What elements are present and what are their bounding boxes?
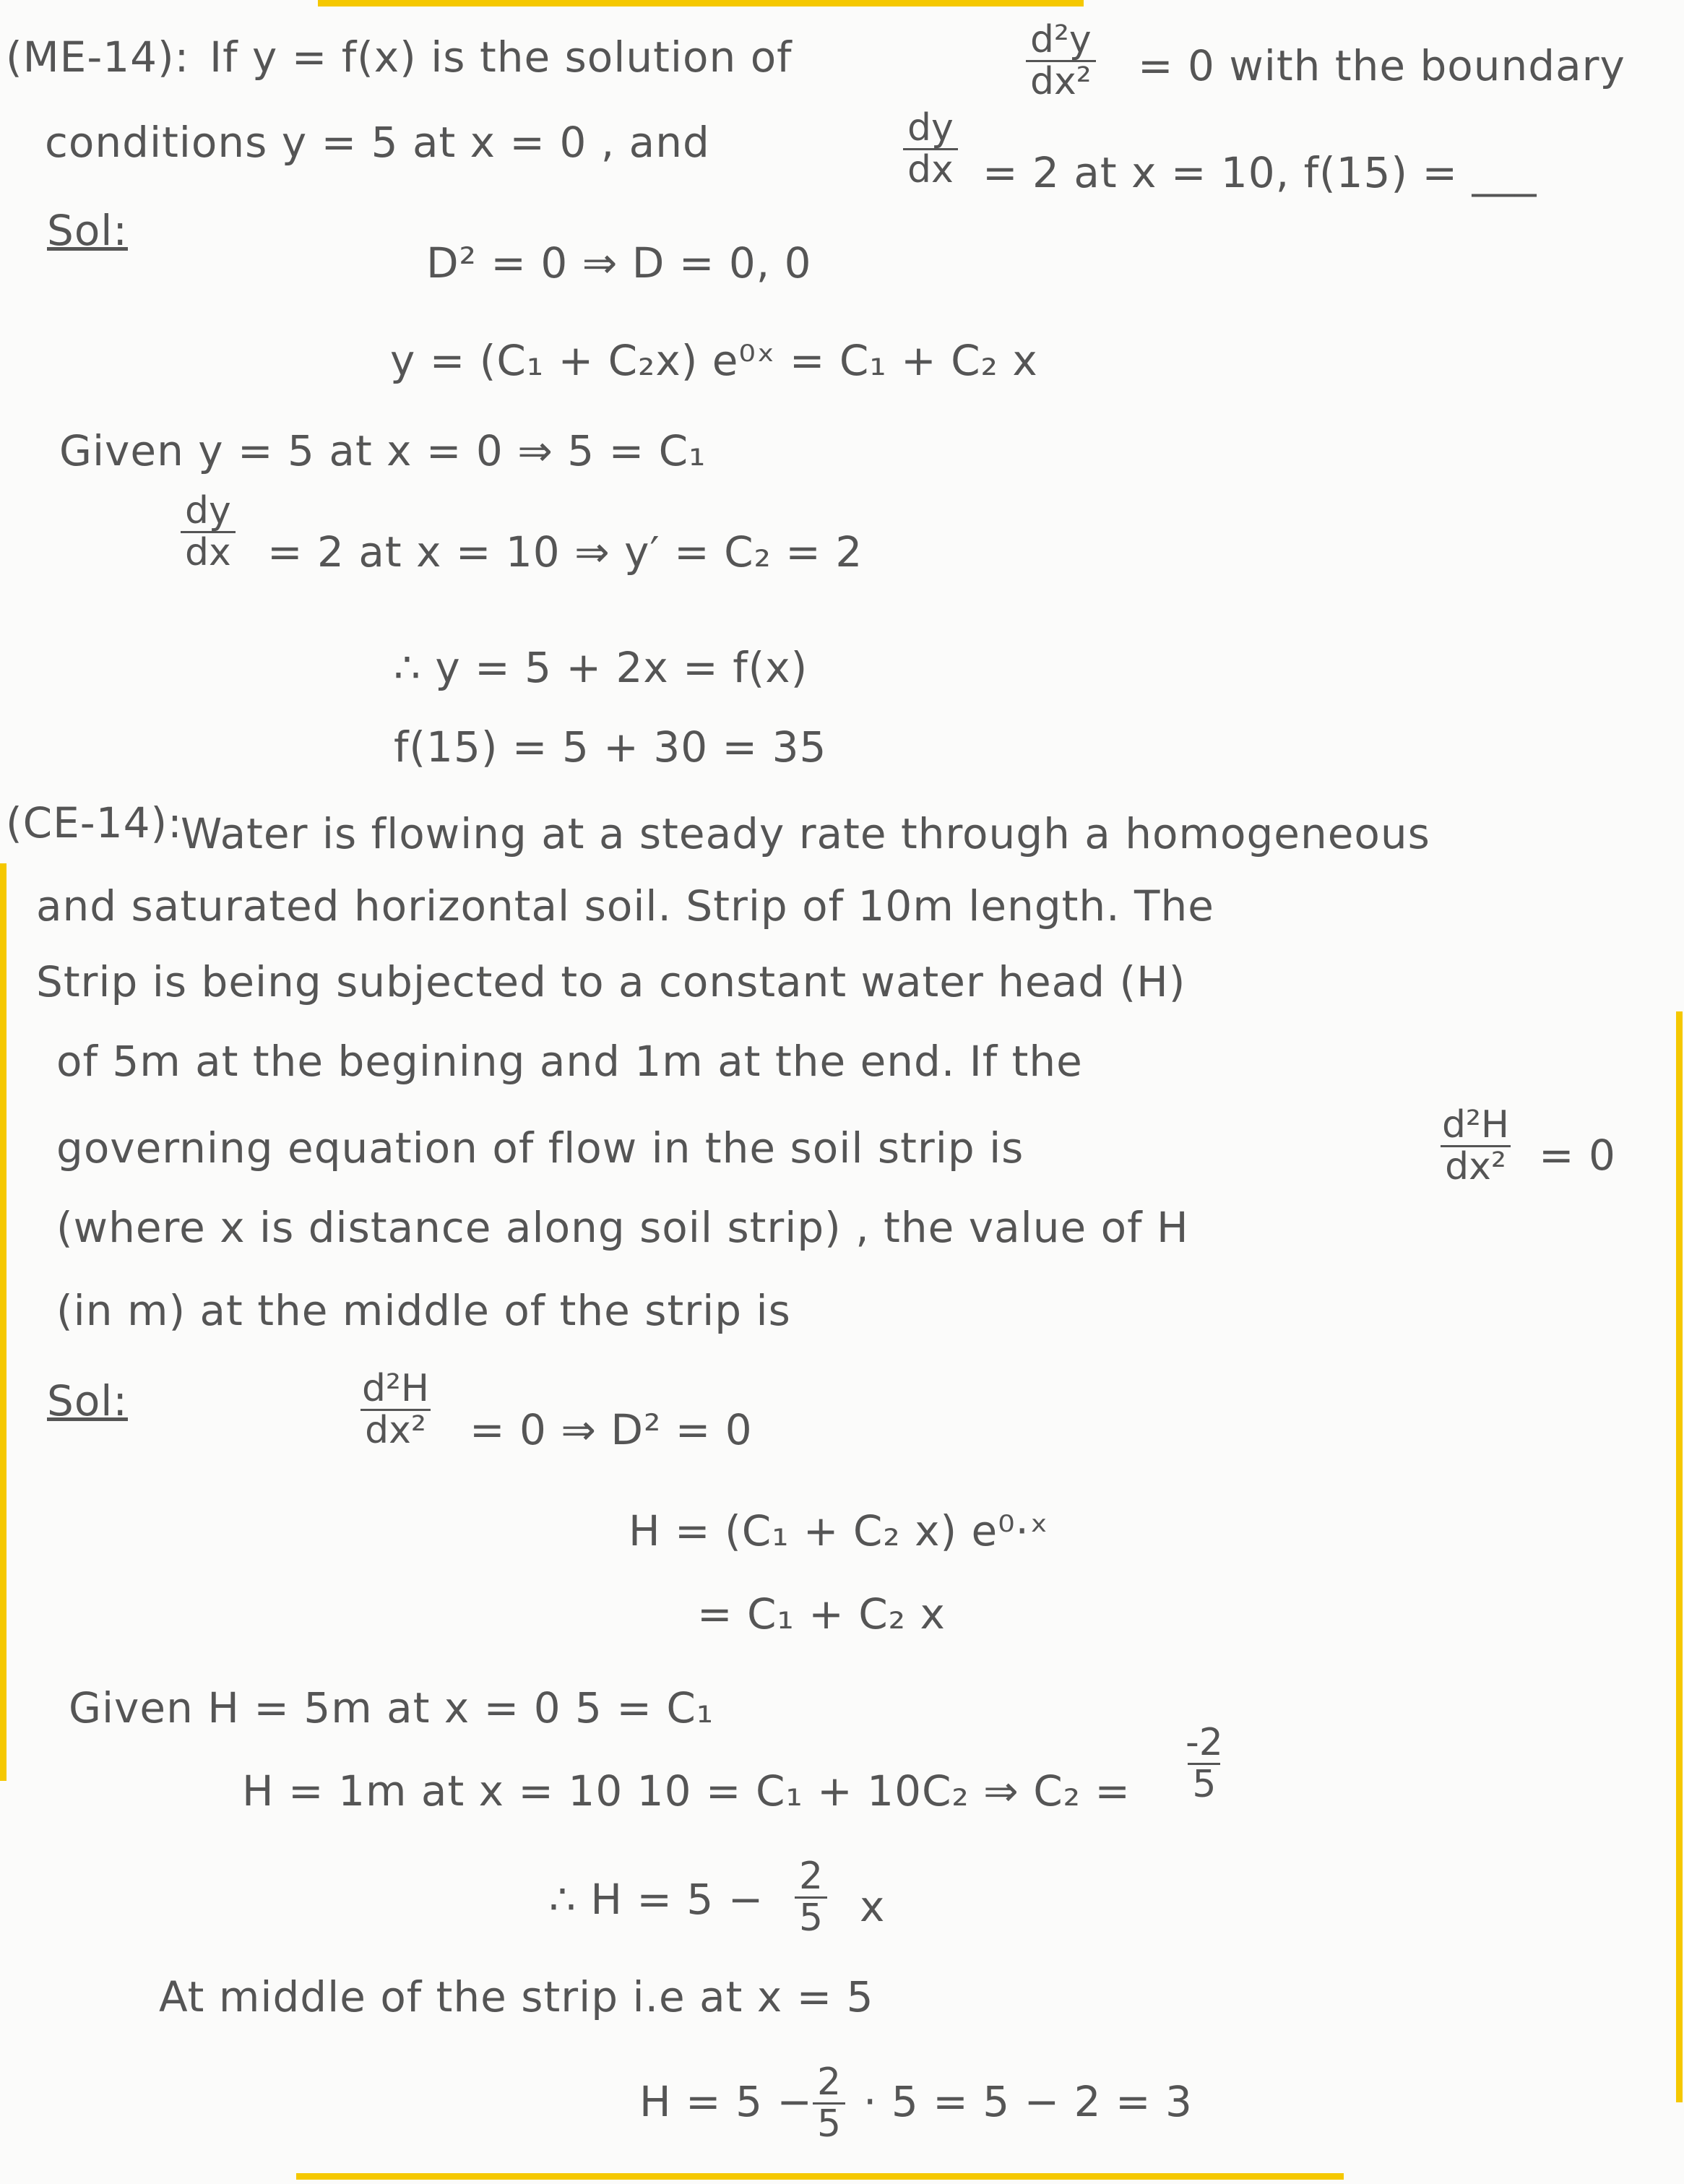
frac-numerator: dy: [185, 489, 231, 532]
solution2-step3: = C₁ + C₂ x: [697, 1589, 946, 1639]
solution1-step4: = 2 at x = 10 ⇒ y′ = C₂ = 2: [267, 527, 863, 577]
left-highlight-bar: [0, 863, 7, 1781]
frac-denominator: 5: [813, 2102, 845, 2144]
problem2-line6: (where x is distance along soil strip) , the value of H: [56, 1203, 1189, 1252]
solution1-label: Sol:: [47, 206, 128, 255]
problem2-line1: Water is flowing at a steady rate through a homogeneous: [181, 809, 1430, 858]
solution1-result: f(15) = 5 + 30 = 35: [394, 722, 827, 772]
solution2-two-fifths-fraction: [795, 1857, 827, 1938]
problem1-tag: (ME-14):: [6, 33, 190, 82]
solution2-step6: ∴ H = 5 −: [549, 1875, 764, 1924]
solution2-d2h-fraction: [358, 1369, 433, 1450]
frac-denominator: 5: [795, 1896, 827, 1938]
problem1-d2y-fraction: [1026, 20, 1096, 101]
solution2-final-result: · 5 = 5 − 2 = 3: [863, 2077, 1193, 2126]
solution1-step5: ∴ y = 5 + 2x = f(x): [394, 643, 808, 692]
solution1-step3: Given y = 5 at x = 0 ⇒ 5 = C₁: [59, 426, 707, 475]
solution2-step4: Given H = 5m at x = 0 5 = C₁: [69, 1683, 714, 1732]
solution1-dydx-fraction: [181, 491, 236, 572]
solution2-step1: = 0 ⇒ D² = 0: [470, 1405, 753, 1454]
problem1-dydx-fraction: [903, 108, 958, 189]
solution2-final: H = 5 −: [639, 2077, 813, 2126]
frac-denominator: dx: [181, 531, 236, 573]
bottom-highlight-bar: [296, 2173, 1344, 2180]
solution2-step5: H = 1m at x = 10 10 = C₁ + 10C₂ ⇒ C₂ =: [242, 1766, 1131, 1816]
frac-numerator: d²H: [1442, 1103, 1509, 1147]
frac-numerator: 2: [817, 2060, 842, 2104]
problem2-d2h-fraction: [1438, 1105, 1514, 1186]
problem1-line2: conditions y = 5 at x = 0 , and: [45, 118, 710, 167]
frac-numerator: 2: [799, 1855, 824, 1898]
problem2-line2: and saturated horizontal soil. Strip of 10m length. The: [36, 881, 1214, 931]
top-highlight-bar: [318, 0, 1084, 7]
frac-denominator: dx²: [1026, 60, 1096, 102]
solution2-final-fraction: [813, 2060, 845, 2146]
problem2-line7: (in m) at the middle of the strip is: [56, 1286, 791, 1335]
problem2-tag: (CE-14):: [6, 798, 183, 847]
frac-numerator: dy: [907, 106, 954, 150]
frac-denominator: dx²: [360, 1409, 431, 1451]
problem2-line5-end: = 0: [1539, 1131, 1616, 1180]
frac-numerator: d²H: [362, 1367, 429, 1410]
problem2-line4: of 5m at the begining and 1m at the end. If the: [56, 1037, 1083, 1086]
problem1-line2-end: = 2 at x = 10, f(15) = ___: [983, 148, 1537, 197]
frac-denominator: dx²: [1441, 1145, 1511, 1187]
problem2-line3: Strip is being subjected to a constant water head (H): [36, 957, 1186, 1006]
frac-numerator: -2: [1186, 1721, 1223, 1764]
solution2-label: Sol:: [47, 1376, 128, 1425]
right-highlight-bar: [1676, 1011, 1683, 2102]
solution2-step7: At middle of the strip i.e at x = 5: [159, 1972, 874, 2021]
problem2-line5: governing equation of flow in the soil strip is: [56, 1123, 1024, 1173]
frac-denominator: 5: [1188, 1763, 1220, 1805]
problem1-line1: If y = f(x) is the solution of: [210, 33, 793, 82]
solution1-step1: D² = 0 ⇒ D = 0, 0: [426, 238, 812, 288]
solution2-step6-end: x: [860, 1882, 886, 1931]
solution1-step2: y = (C₁ + C₂x) e⁰ˣ = C₁ + C₂ x: [390, 336, 1038, 385]
problem1-line1-end: = 0 with the boundary: [1138, 41, 1625, 90]
solution2-c2-fraction: [1181, 1723, 1227, 1804]
frac-numerator: d²y: [1030, 18, 1092, 61]
solution2-step2: H = (C₁ + C₂ x) e⁰·ˣ: [629, 1506, 1049, 1555]
frac-denominator: dx: [903, 148, 958, 190]
